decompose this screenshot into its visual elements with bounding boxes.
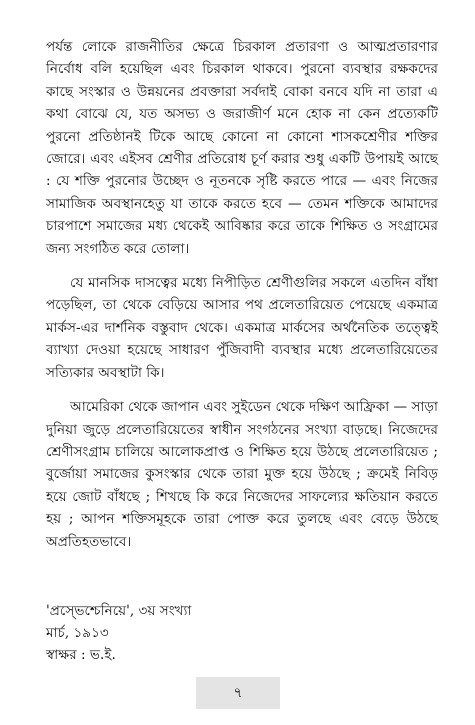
source-citation: 'প্রস্ভেশ্চেনিয়ে', ৩য় সংখ্যা <box>46 603 192 619</box>
publication-date: মার্চ, ১৯১৩ <box>46 625 109 641</box>
source-footer <box>46 600 346 666</box>
page-number: ৭ <box>233 685 243 701</box>
paragraph-2: যে মানসিক দাসত্বের মধ্যে নিপীড়িত শ্রেণীগুলির সকলে এতদিন বাঁধা পড়েছিল, তা থেকে বেড়িয়ে আসার পথ প্রলেতারিয়েত পেয়েছে একমাত্র মার্কস-এর দার্শনিক বস্তুবাদ থেকে। একমাত্র মার্কসের অর্থনৈতিক তত্ত্বেই ব্যাখ্যা দেওয়া হয়েছে সাধারণ পুঁজিবাদী ব্যবস্থার মধ্যে প্রলেতারিয়েতের সত্যিকার অবস্থাটা কি। <box>46 275 438 381</box>
paragraph-1: পর্যন্ত লোকে রাজনীতির ক্ষেত্রে চিরকাল প্রতারণা ও আত্মপ্রতারণার নির্বোধ বলি হয়েছিল এবং চিরকাল থাকবে। পুরনো ব্যবস্থার রক্ষকদের কাছে সংস্কার ও উন্নয়নের প্রবক্তারা সর্বদাই বোকা বনবে যদি না তারা এ কথা বোঝে যে, যত অসভ্য ও জরাজীর্ণ মনে হোক না কেন প্রত্যেকটি পুরনো প্রতিষ্ঠানই টিকে আছে কোনো না কোনো শাসকশ্রেণীর শক্তির জোরে। এবং এইসব শ্রেণীর প্রতিরোধ চূর্ণ করার শুধু একটি উপায়ই আছে : যে শক্তি পুরনোর উচ্ছেদ ও নূতনকে সৃষ্টি করতে পারে — এবং নিজের সামাজিক অবস্থানহেতু যা তাকে করতে হবে — তেমন শক্তিকে আমাদের চারপাশে সমাজের মধ্য থেকেই আবিষ্কার করে তাকে শিক্ষিত ও সংগ্রামের জন্য সংগঠিত করে তোলা। <box>46 39 438 257</box>
article-body <box>46 36 438 565</box>
signature-line: স্বাক্ষর : ভ.ই. <box>46 647 116 663</box>
page-number-box <box>196 677 280 709</box>
paragraph-3: আমেরিকা থেকে জাপান এবং সুইডেন থেকে দক্ষিণ আফ্রিকা — সাড়া দুনিয়া জুড়ে প্রলেতারিয়েতের স্বাধীন সংগঠনের সংখ্যা বাড়ছে। নিজেদের শ্রেণীসংগ্রাম চালিয়ে আলোকপ্রাপ্ত ও শিক্ষিত হয়ে উঠছে প্রলেতারিয়েত ; বুর্জোয়া সমাজের কুসংস্কার থেকে তারা মুক্ত হয়ে উঠছে ; ক্রমেই নিবিড় হয়ে জোট বাঁধছে ; শিখছে কি করে নিজেদের সাফল্যের ক্ষতিয়ান করতে হয় ; আপন শক্তিসমূহকে তারা পোক্ত করে তুলছে এবং বেড়ে উঠছে অপ্রতিহতভাবে। <box>46 399 438 550</box>
